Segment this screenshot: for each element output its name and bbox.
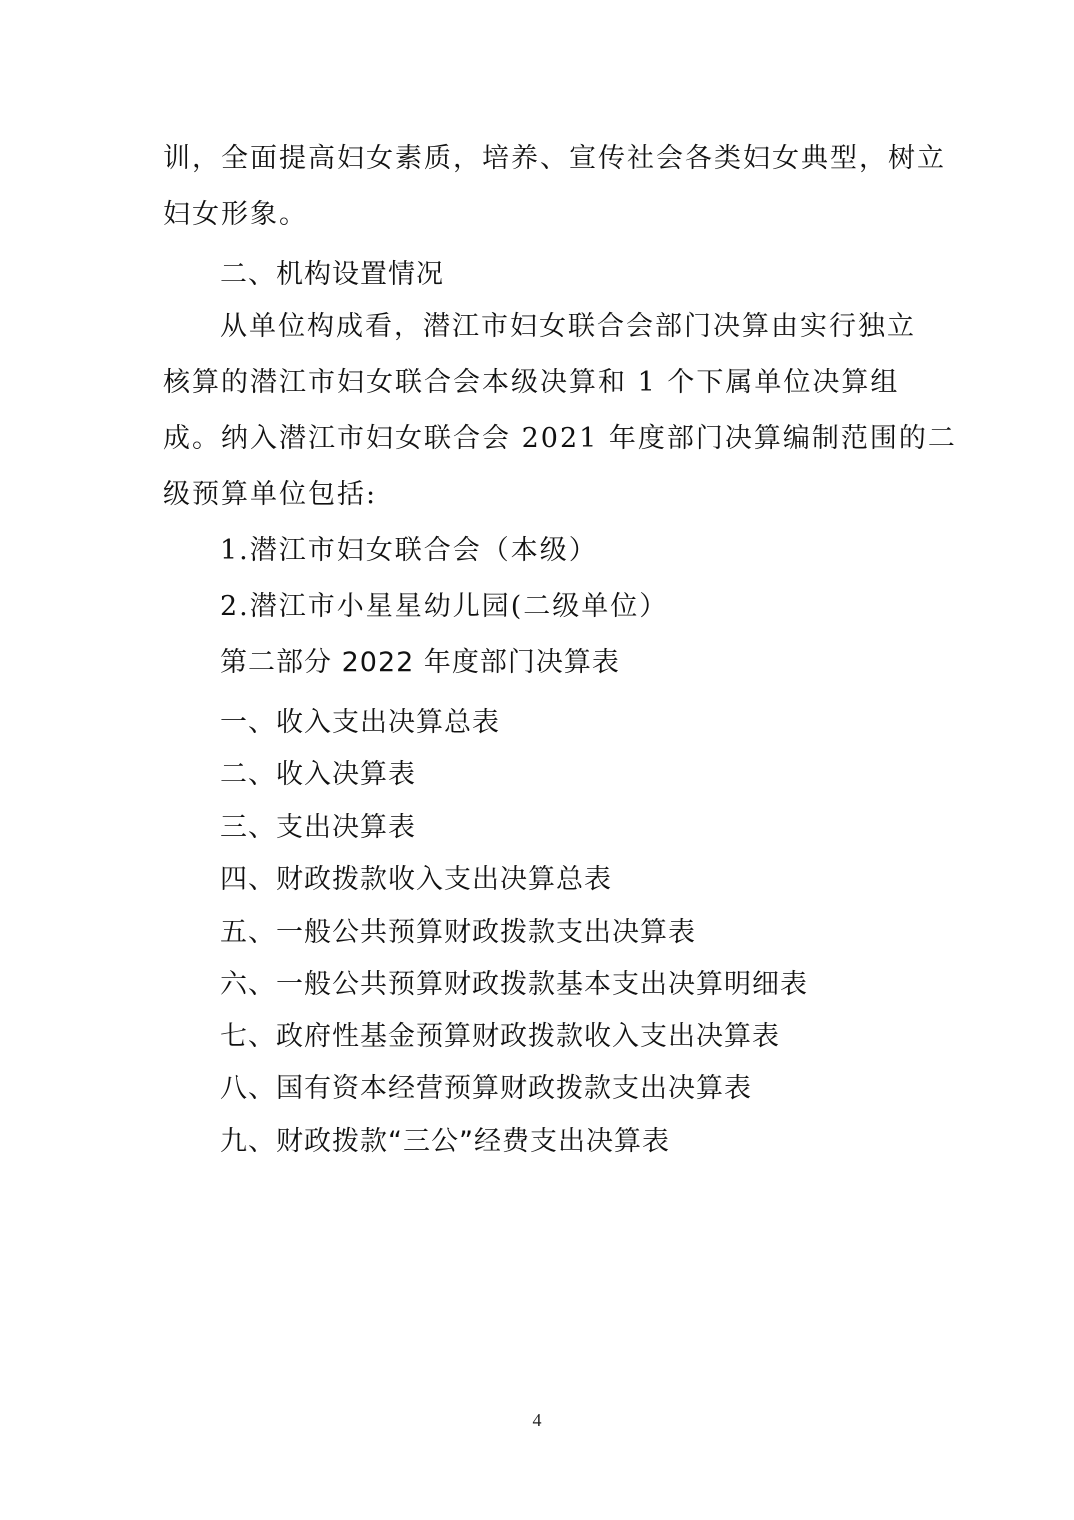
paragraph-line: 从单位构成看，潜江市妇女联合会部门决算由实行独立: [220, 311, 916, 342]
list-item: 2.潜江市小星星幼儿园(二级单位）: [220, 591, 669, 622]
table-list-item: 一、收入支出决算总表: [220, 707, 500, 738]
paragraph-line: 成。纳入潜江市妇女联合会 2021 年度部门决算编制范围的二: [163, 423, 957, 454]
table-list-item: 八、国有资本经营预算财政拨款支出决算表: [220, 1073, 752, 1104]
list-item: 1.潜江市妇女联合会（本级）: [220, 535, 598, 566]
page-number: 4: [532, 1410, 542, 1430]
paragraph-line: 核算的潜江市妇女联合会本级决算和 1 个下属单位决算组: [163, 367, 900, 398]
paragraph-line: 妇女形象。: [163, 199, 308, 230]
table-list-item: 二、收入决算表: [220, 759, 416, 790]
table-list-item: 三、支出决算表: [220, 812, 416, 843]
part-heading: 第二部分 2022 年度部门决算表: [220, 647, 620, 678]
paragraph-line: 级预算单位包括:: [163, 479, 378, 510]
paragraph-line: 训，全面提高妇女素质，培养、宣传社会各类妇女典型，树立: [163, 143, 946, 174]
table-list-item: 九、财政拨款“三公”经费支出决算表: [220, 1126, 670, 1157]
section-heading: 二、机构设置情况: [220, 259, 444, 290]
table-list-item: 四、财政拨款收入支出决算总表: [220, 864, 612, 895]
table-list-item: 六、一般公共预算财政拨款基本支出决算明细表: [220, 969, 808, 1000]
table-list-item: 七、政府性基金预算财政拨款收入支出决算表: [220, 1021, 780, 1052]
table-list-item: 五、一般公共预算财政拨款支出决算表: [220, 917, 696, 948]
